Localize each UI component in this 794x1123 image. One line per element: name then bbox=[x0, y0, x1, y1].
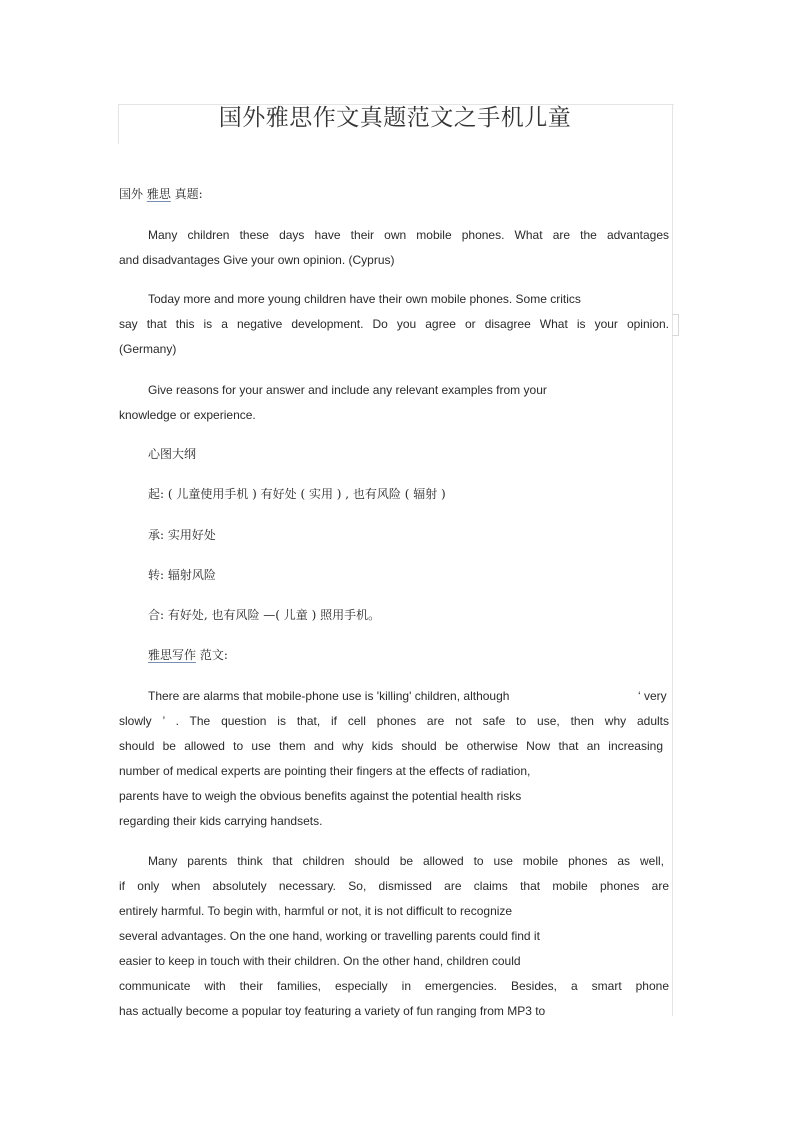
question-3-line-2: knowledge or experience. bbox=[119, 408, 256, 422]
outline-zhuan: 转: 辐射风险 bbox=[148, 568, 216, 582]
essay-p2-line-3: entirely harmful. To begin with, harmful or not, it is not difficult to recognize bbox=[119, 904, 513, 918]
question-2-line-2: say that this is a negative development. Do you agree or disagree What is your opinion. bbox=[119, 317, 669, 331]
essay-p1-line-3: should be allowed to use them and why kids should be otherwise Now that an increasing bbox=[119, 739, 663, 753]
page-frame-right bbox=[672, 104, 673, 1016]
document-title: 国外雅思作文真题范文之手机儿童 bbox=[218, 105, 572, 131]
essay-p2-line-7: has actually become a popular toy featuring a variety of fun ranging from MP3 to bbox=[119, 1004, 546, 1018]
label-part: 范文: bbox=[196, 648, 228, 662]
essay-p1-line-5: parents have to weigh the obvious benefits against the potential health risks bbox=[119, 789, 522, 803]
essay-section-label bbox=[148, 647, 669, 663]
margin-marker bbox=[672, 314, 679, 336]
essay-p2-line-2: if only when absolutely necessary. So, dismissed are claims that mobile phones are bbox=[119, 879, 669, 893]
essay-p2-line-4: several advantages. On the one hand, working or travelling parents could find it bbox=[119, 929, 540, 943]
label-underlined: 雅思写作 bbox=[148, 648, 197, 662]
question-3-line-1: Give reasons for your answer and include any relevant examples from your bbox=[148, 383, 547, 397]
outline-heading: 心图大纲 bbox=[148, 447, 197, 461]
label-underlined: 雅思 bbox=[146, 187, 171, 201]
essay-p1-line-6: regarding their kids carrying handsets. bbox=[119, 814, 323, 828]
outline-cheng: 承: 实用好处 bbox=[148, 528, 216, 542]
outline-he: 合: 有好处, 也有风险 —( 儿童 ) 照用手机。 bbox=[148, 608, 381, 622]
question-section-label bbox=[119, 186, 669, 202]
essay-p1-line-1-tail: ‘ very bbox=[638, 689, 667, 703]
essay-p1-line-1-text: There are alarms that mobile-phone use is 'killing' children, although bbox=[148, 689, 510, 703]
essay-p1-line-2: slowly ’ . The question is that, if cell phones are not safe to use, then why adults bbox=[119, 714, 669, 728]
essay-p2-line-1: Many parents think that children should be allowed to use mobile phones as well, bbox=[148, 854, 664, 868]
essay-p1-line-4: number of medical experts are pointing their fingers at the effects of radiation, bbox=[119, 764, 531, 778]
essay-p2-line-6: communicate with their families, especially in emergencies. Besides, a smart phone bbox=[119, 979, 669, 993]
label-part: 真题: bbox=[170, 187, 203, 201]
essay-p1-line-1 bbox=[148, 688, 669, 704]
label-part: 国外 bbox=[119, 187, 147, 201]
outline-qi: 起: ( 儿童使用手机 ) 有好处 ( 实用 ) , 也有风险 ( 辐射 ) bbox=[148, 487, 446, 501]
question-2-line-1: Today more and more young children have their own mobile phones. Some critics bbox=[148, 292, 581, 306]
question-1-line-2: and disadvantages Give your own opinion. (Cyprus) bbox=[119, 253, 395, 267]
question-2-line-3: (Germany) bbox=[119, 342, 177, 356]
essay-p2-line-5: easier to keep in touch with their children. On the other hand, children could bbox=[119, 954, 521, 968]
question-1-line-1: Many children these days have their own mobile phones. What are the advantages bbox=[148, 228, 669, 242]
